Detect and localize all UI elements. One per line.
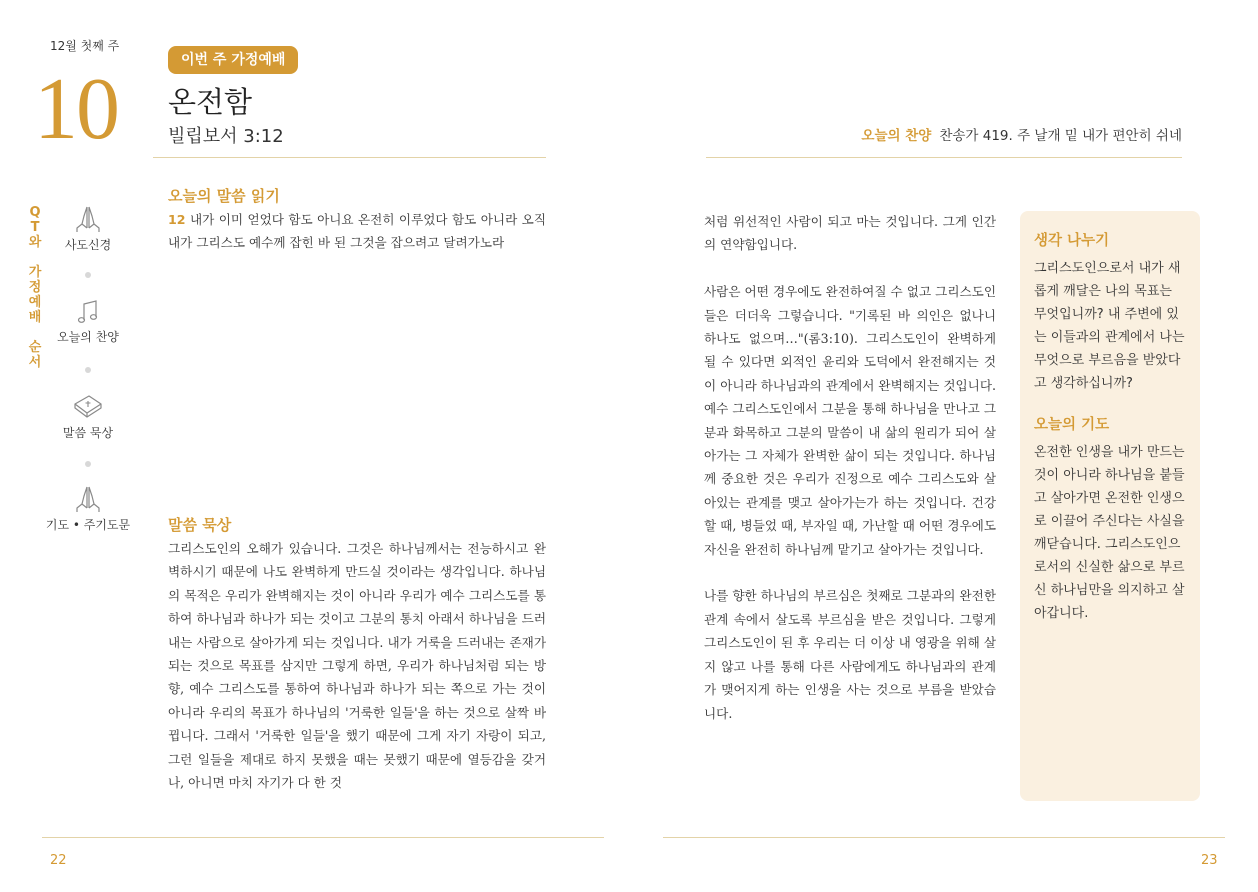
sidebar-step-creed: 사도신경: [38, 204, 138, 253]
meditation-continued: [704, 210, 996, 748]
sidebar-step-hymn: 오늘의 찬양: [38, 298, 138, 345]
header-divider-left: [153, 157, 546, 158]
sidebar-title: Q T 와 가 정 예 배 순 서: [28, 205, 42, 370]
reading-title: 오늘의 말씀 읽기: [168, 187, 280, 205]
verse-text: 내가 이미 얻었다 함도 아니요 온전히 이루었다 함도 아니라 오직 내가 그리스도 예수께 잡힌 바 된 그것을 잡으려고 달려가노라: [168, 212, 546, 251]
family-worship-badge: 이번 주 가정예배: [168, 46, 298, 74]
praying-hands-icon: [71, 484, 105, 514]
step-separator-dot: [85, 272, 91, 278]
step-separator-dot: [85, 461, 91, 467]
header-divider-right: [706, 157, 1182, 158]
paragraph: 처럼 위선적인 사람이 되고 마는 것입니다. 그게 인간의 연약함입니다.: [704, 214, 996, 253]
day-number: 10: [34, 61, 118, 158]
page-number-left: 22: [50, 853, 67, 868]
page-number-right: 23: [1201, 853, 1218, 868]
reading-text: [168, 208, 546, 255]
paragraph: 나를 향한 하나님의 부르심은 첫째로 그분과의 완전한 관계 속에서 살도록 부르심을 받은 것입니다. 그렇게 그리스도인이 된 후 우리는 더 이상 내 영광을 위해 살지 않고 나를 통해 다른 사람에게도 하나님과의 관계가 맺어지게 하는 인생을 사는 것으로 부름을 받았습니다.: [704, 588, 996, 721]
step-separator-dot: [85, 367, 91, 373]
footer-divider-left: [42, 837, 604, 838]
sidebar-step-prayer: 기도 • 주기도문: [38, 484, 138, 533]
music-note-icon: [71, 298, 105, 326]
prayer-text: 온전한 인생을 내가 만드는 것이 아니라 하나님을 붙들고 살아가면 온전한 인생으로 이끌어 주신다는 사실을 깨닫습니다. 그리스도인으로서의 신실한 삶으로 부르신 하나님만을 의지하고 살아갑니다.: [1034, 445, 1185, 621]
hymn-label: 오늘의 찬양: [861, 128, 932, 144]
paragraph: 사람은 어떤 경우에도 완전하여질 수 없고 그리스도인들은 더더욱 그렇습니다. "기록된 바 의인은 없나니 하나도 없으며…"(롬3:10). 그리스도인이 완벽하게 될 수 있다면 외적인 윤리와 도덕에서 완전해지는 것이 아니라 하나님과의 관계에서 완벽해지는 것입니다. 예수 그리스도인에서 그분을 통해 하나님을 만나고 그분과 화목하고 그분의 말씀이 내 삶의 원리가 되어 살아가는 그 자체가 완벽한 삶이 되는 것입니다. 하나님께 중요한 것은 우리가 진정으로 예수 그리스도와 살아있는 관계를 맺고 살아가는가 하는 것입니다. 건강할 때, 병들었 때, 부자일 때, 가난할 때 어떤 경우에도 자신을 완전히 하나님께 맡기고 살아가는 것입니다.: [704, 284, 996, 557]
sharing-text: 그리스도인으로서 내가 새롭게 깨달은 나의 목표는 무엇입니까? 내 주변에 있는 이들과의 관계에서 나는 무엇으로 부르음을 받았다고 생각하십니까?: [1034, 261, 1185, 391]
praying-hands-icon: [71, 204, 105, 234]
sidebar-step-meditation: 말씀 묵상: [38, 392, 138, 441]
hymn-text: 찬송가 419. 주 날개 밑 내가 편안히 쉬네: [939, 128, 1182, 144]
meditation-title: 말씀 묵상: [168, 516, 232, 534]
reflection-box: [1020, 211, 1200, 801]
sharing-title: 생각 나누기: [1034, 233, 1110, 249]
hymn-line: [861, 124, 1182, 144]
footer-divider-right: [663, 837, 1225, 838]
prayer-title: 오늘의 기도: [1034, 417, 1110, 433]
scripture-reference: 빌립보서 3:12: [168, 126, 284, 147]
week-label: 12월 첫째 주: [50, 39, 120, 53]
meditation-text: 그리스도인의 오해가 있습니다. 그것은 하나님께서는 전능하시고 완벽하시기 때문에 나도 완벽하게 만드실 것이라는 생각입니다. 하나님의 목적은 우리가 완벽해지는 것이 아니라 우리가 예수 그리스도를 통하여 하나님과 하나가 되는 것이고 그분의 통치 아래서 하나님을 드러내는 사람으로 살아가게 되는 것입니다. 내가 거룩을 드러내는 존재가 되는 것으로 목표를 삼지만 그렇게 하면, 우리가 하나님처럼 되는 방향, 예수 그리스도를 통하여 하나님과 하나가 되는 쪽으로 가는 것이 아니라 우리의 목표가 하나님의 '거룩한 일들'을 하는 것으로 살짝 바뀝니다. 그래서 '거룩한 일들'을 했기 때문에 그게 자기 자랑이 되고, 그런 일들을 제대로 하지 못했을 때는 못했기 때문에 열등감을 갖거나, 아니면 마치 자기가 다 한 것: [168, 541, 546, 791]
verse-number: 12: [168, 212, 186, 227]
bible-icon: [71, 392, 105, 422]
page-title: 온전함: [168, 85, 253, 119]
